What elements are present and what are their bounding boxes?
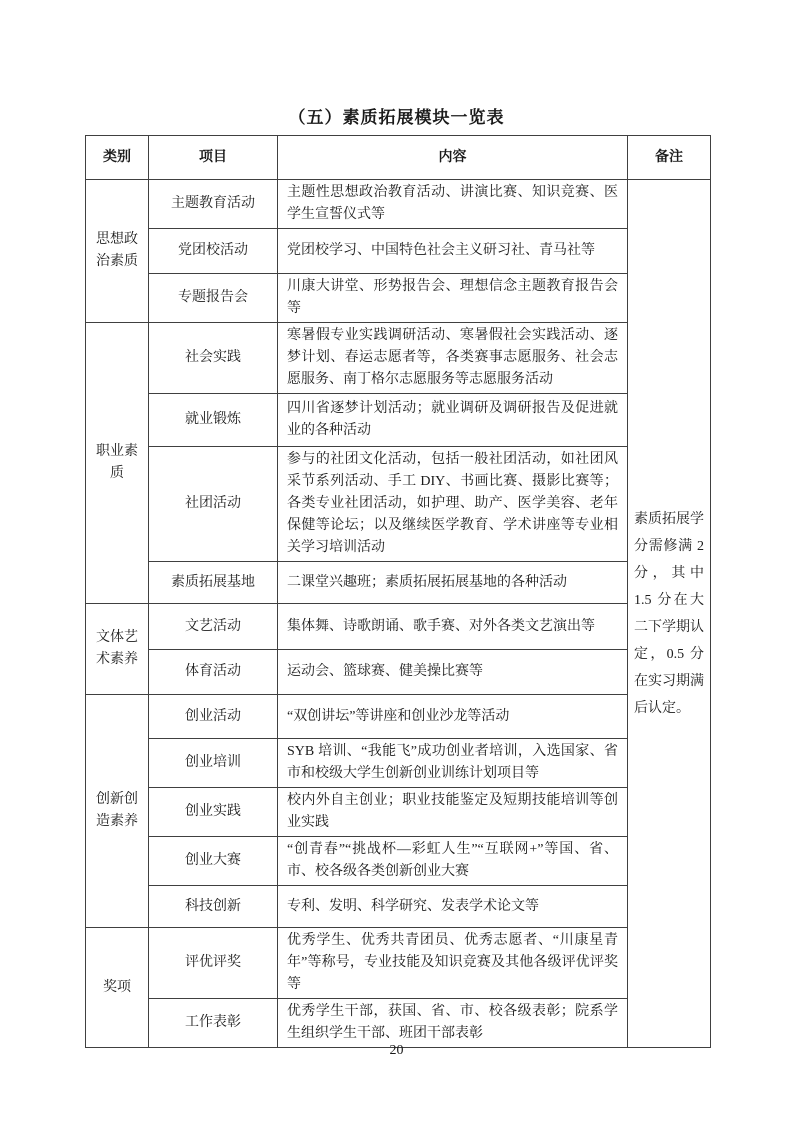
- content-cell: 运动会、篮球赛、健美操比赛等: [278, 650, 628, 695]
- content-cell: 集体舞、诗歌朗诵、歌手赛、对外各类文艺演出等: [278, 604, 628, 650]
- table-row: [86, 274, 711, 323]
- category-cell: 文体艺术素养: [86, 604, 149, 695]
- category-cell: 职业素质: [86, 323, 149, 604]
- table-row: [86, 788, 711, 837]
- remark-cell: 素质拓展学分需修满 2 分，其中 1.5 分在大二下学期认定，0.5 分在实习期满后认定。: [628, 180, 711, 1048]
- page-number: 20: [389, 1043, 404, 1058]
- content-cell: “双创讲坛”等讲座和创业沙龙等活动: [278, 695, 628, 739]
- content-cell: 党团校学习、中国特色社会主义研习社、青马社等: [278, 229, 628, 274]
- header-content: 内容: [278, 136, 628, 180]
- project-cell: 社团活动: [149, 447, 278, 562]
- project-cell: 评优评奖: [149, 928, 278, 999]
- table-row: [86, 650, 711, 695]
- project-cell: 文艺活动: [149, 604, 278, 650]
- content-cell: 主题性思想政治教育活动、讲演比赛、知识竞赛、医学生宣誓仪式等: [278, 180, 628, 229]
- page-title: （五）素质拓展模块一览表: [288, 108, 505, 127]
- content-cell: 专利、发明、科学研究、发表学术论文等: [278, 886, 628, 928]
- table-row: [86, 562, 711, 604]
- header-category: 类别: [86, 136, 149, 180]
- project-cell: 主题教育活动: [149, 180, 278, 229]
- content-cell: 参与的社团文化活动，包括一般社团活动，如社团风采节系列活动、手工 DIY、书画比赛、摄影比赛等；各类专业社团活动，如护理、助产、医学美容、老年保健等论坛；以及继续医学教育、学术讲座等专业相关学习培训活动: [278, 447, 628, 562]
- table-row: [86, 323, 711, 394]
- table-row: [86, 447, 711, 562]
- table-row: [86, 180, 711, 229]
- content-cell: “创青春”“挑战杯—彩虹人生”“互联网+”等国、省、市、校各级各类创新创业大赛: [278, 837, 628, 886]
- project-cell: 素质拓展基地: [149, 562, 278, 604]
- table-row: [86, 837, 711, 886]
- project-cell: 创业实践: [149, 788, 278, 837]
- category-cell: 奖项: [86, 928, 149, 1048]
- table-header-row: [86, 136, 711, 180]
- table-row: [86, 739, 711, 788]
- table-row: [86, 928, 711, 999]
- project-cell: 党团校活动: [149, 229, 278, 274]
- project-cell: 创业活动: [149, 695, 278, 739]
- content-cell: 川康大讲堂、形势报告会、理想信念主题教育报告会等: [278, 274, 628, 323]
- content-cell: 优秀学生干部，获国、省、市、校各级表彰；院系学生组织学生干部、班团干部表彰: [278, 999, 628, 1048]
- project-cell: 工作表彰: [149, 999, 278, 1048]
- project-cell: 体育活动: [149, 650, 278, 695]
- table-row: [86, 886, 711, 928]
- project-cell: 就业锻炼: [149, 394, 278, 447]
- category-cell: 思想政治素质: [86, 180, 149, 323]
- content-cell: 优秀学生、优秀共青团员、优秀志愿者、“川康星青年”等称号，专业技能及知识竞赛及其他各级评优评奖等: [278, 928, 628, 999]
- quality-development-table: [85, 135, 711, 1048]
- content-cell: 校内外自主创业；职业技能鉴定及短期技能培训等创业实践: [278, 788, 628, 837]
- project-cell: 创业大赛: [149, 837, 278, 886]
- content-cell: 二课堂兴趣班；素质拓展拓展基地的各种活动: [278, 562, 628, 604]
- project-cell: 专题报告会: [149, 274, 278, 323]
- header-project: 项目: [149, 136, 278, 180]
- table-row: [86, 229, 711, 274]
- table-row: [86, 999, 711, 1048]
- content-cell: 寒暑假专业实践调研活动、寒暑假社会实践活动、逐梦计划、春运志愿者等，各类赛事志愿服务、社会志愿服务、南丁格尔志愿服务等志愿服务活动: [278, 323, 628, 394]
- table-row: [86, 695, 711, 739]
- category-cell: 创新创造素养: [86, 695, 149, 928]
- table-row: [86, 394, 711, 447]
- project-cell: 科技创新: [149, 886, 278, 928]
- project-cell: 创业培训: [149, 739, 278, 788]
- table-row: [86, 604, 711, 650]
- project-cell: 社会实践: [149, 323, 278, 394]
- content-cell: SYB 培训、“我能飞”成功创业者培训，入选国家、省市和校级大学生创新创业训练计划项目等: [278, 739, 628, 788]
- header-remark: 备注: [628, 136, 711, 180]
- content-cell: 四川省逐梦计划活动；就业调研及调研报告及促进就业的各种活动: [278, 394, 628, 447]
